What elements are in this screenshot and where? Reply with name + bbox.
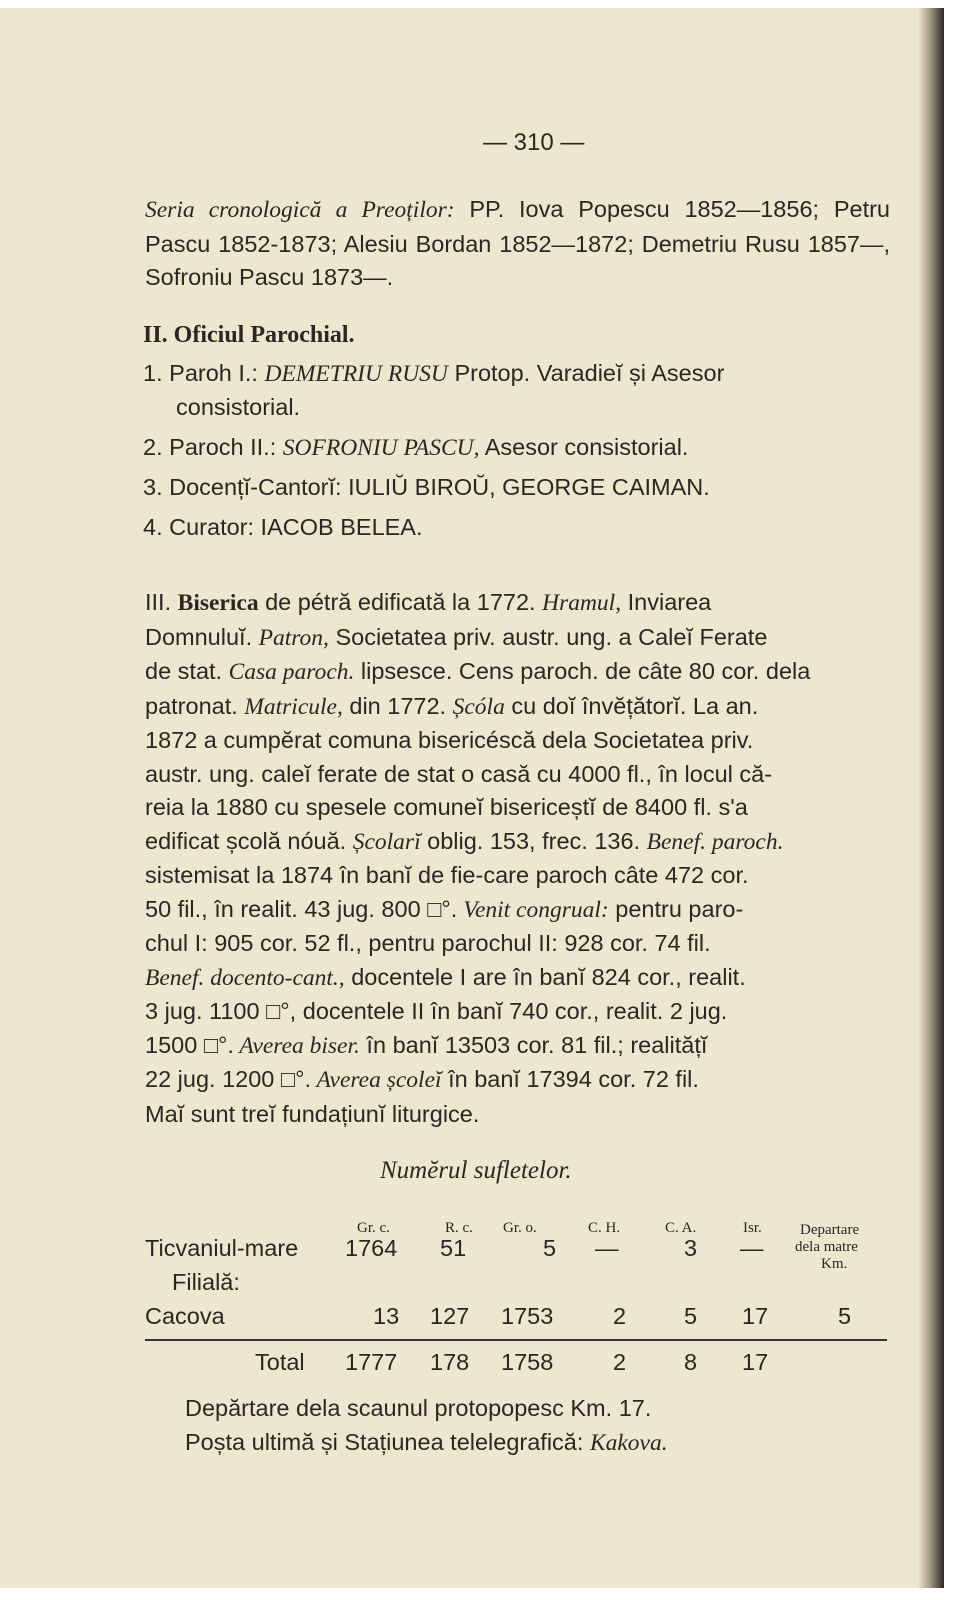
text-run: 22 jug. 1200	[145, 1066, 281, 1092]
item-role: Paroh I.:	[169, 359, 258, 386]
italic-run: Averea școleĭ	[311, 1067, 442, 1093]
cell: —	[595, 1235, 619, 1261]
section-2-item-1-cont: consistorial.	[176, 394, 301, 420]
text-run: de pétră edificată la 1772.	[265, 589, 543, 615]
text-run: lipsesce. Cens paroch. de câte 80 cor. dela	[354, 658, 811, 684]
square-unit: □°.	[280, 1066, 312, 1092]
italic-run: Venit congrual:	[457, 896, 609, 923]
cell: 13	[373, 1303, 400, 1329]
text-run: de stat.	[145, 658, 229, 684]
item-role: Paroch II.:	[169, 433, 277, 460]
cell: 51	[440, 1235, 467, 1261]
section-3-line-2	[145, 621, 890, 656]
text-run: 1500	[145, 1031, 204, 1058]
text-run: Domnuluĭ.	[145, 623, 259, 650]
section-3-line-11: chul I: 905 cor. 52 fl., pentru parochul II: 928 cor. 74 fil.	[145, 930, 711, 956]
italic-run: Matricule,	[244, 693, 343, 720]
table-title: Numĕrul sufletelor.	[380, 1157, 572, 1184]
total-label: Total	[255, 1349, 305, 1375]
italic-run: Patron,	[258, 624, 329, 651]
square-unit: □°.	[427, 895, 458, 922]
text-run: în banĭ 17394 cor. 72 fil.	[441, 1066, 699, 1092]
section-2-item-4	[143, 511, 888, 545]
section-3-line-7: reia la 1880 cu spesele comuneĭ bisericeștĭ de 8400 fl. s'a	[145, 794, 748, 820]
item-number: 3.	[143, 474, 163, 500]
table-rule	[145, 1339, 887, 1341]
text-run: din 1772.	[342, 692, 453, 719]
item-rest: Protop. Varadieĭ și Asesor	[454, 359, 725, 386]
section-3-line-14	[145, 1029, 890, 1064]
total-cell: 1777	[345, 1349, 398, 1375]
distance-line: Depărtare dela scaunul protopopesc Km. 17.	[185, 1395, 652, 1421]
text-run: 3 jug. 1100	[145, 998, 267, 1024]
book-page	[0, 8, 944, 1588]
post-line	[185, 1426, 668, 1461]
cell: 1753	[501, 1303, 554, 1329]
section-2-item-3	[143, 471, 888, 505]
item-number: 4.	[143, 513, 163, 540]
section-3-line-12	[145, 961, 890, 996]
text-run: edificat școlă nóuă.	[145, 827, 353, 854]
header-gr-c: Gr. c.	[357, 1220, 390, 1236]
italic-run: Hramul,	[542, 590, 622, 616]
cell: —	[740, 1235, 764, 1261]
post-label: Poșta ultimă și Stațiunea telelegrafică:	[185, 1429, 584, 1455]
section-3-line-10	[145, 893, 890, 928]
text-run: pentru paro-	[608, 895, 744, 922]
header-c-a: C. A.	[665, 1220, 697, 1236]
section-3-line-6: austr. ung. caleĭ ferate de stat o casă cu 4000 fl., în locul că-	[145, 760, 773, 787]
section-3-line-3	[145, 655, 890, 690]
item-text: Docențĭ-Cantorĭ: IULIŬ BIROŬ, GEORGE CAIMAN.	[169, 474, 710, 500]
section-3-line-13	[145, 995, 890, 1029]
section-3-head: III.	[145, 589, 172, 615]
italic-run: Școlarĭ	[352, 828, 421, 855]
section-2	[143, 319, 888, 544]
square-unit: □°.	[203, 1031, 234, 1058]
cell: 5	[684, 1303, 698, 1329]
total-cell: 8	[684, 1349, 698, 1375]
text-run: oblig. 153, frec. 136.	[420, 827, 647, 854]
total-cell: 2	[613, 1349, 627, 1375]
page-number: — 310 —	[483, 129, 585, 156]
series-label: Seria cronologică a Preoților:	[145, 197, 455, 223]
italic-run: Averea biser.	[233, 1032, 360, 1059]
section-2-item-2	[143, 431, 888, 466]
header-km: Km.	[821, 1256, 848, 1272]
cell: 3	[684, 1235, 698, 1261]
total-cell: 17	[742, 1349, 769, 1375]
item-number: 2.	[143, 433, 163, 460]
section-3-line-9: sistemisat la 1874 în banĭ de fie-care paroch câte 472 cor.	[145, 862, 749, 888]
total-cell: 1758	[501, 1349, 554, 1375]
text-run: 50 fil., în realit. 43 jug. 800	[145, 895, 428, 922]
cell: 5	[543, 1235, 557, 1261]
section-3	[145, 586, 890, 1131]
cell: 1764	[345, 1235, 398, 1261]
item-rest: Asesor consistorial.	[484, 433, 689, 460]
item-name: SOFRONIU PASCU,	[282, 434, 480, 461]
square-unit: □°,	[266, 998, 297, 1024]
header-gr-o: Gr. o.	[503, 1220, 537, 1236]
header-dela-matre: dela matre	[795, 1239, 858, 1255]
item-name: DEMETRIU RUSU	[264, 360, 448, 387]
header-isr: Isr.	[743, 1220, 762, 1236]
section-3-line-15	[145, 1063, 890, 1098]
cell: 127	[430, 1303, 470, 1329]
italic-run: Șcóla	[452, 693, 505, 720]
text-run: Societatea priv. austr. ung. a Caleĭ Ferate	[328, 623, 768, 650]
cell: 5	[838, 1303, 852, 1329]
cell: 17	[742, 1303, 769, 1329]
italic-run: Benef. paroch.	[646, 828, 784, 855]
section-2-item-1	[143, 357, 888, 392]
text-run: Inviarea	[621, 589, 712, 615]
section-2-title: II. Oficiul Parochial.	[143, 322, 355, 348]
book-spine-shadow	[918, 8, 944, 1588]
text-run: docentele I are în banĭ 824 cor., realit.	[344, 963, 746, 990]
section-3-line-5: 1872 a cumpĕrat comuna bisericéscă dela Societatea priv.	[145, 727, 754, 753]
header-departare: Departare	[800, 1222, 860, 1238]
text-run: în banĭ 13503 cor. 81 fil.; realitățĭ	[359, 1031, 708, 1058]
cell: 2	[613, 1303, 627, 1329]
section-3-line-4	[145, 690, 890, 725]
header-r-c: R. c.	[445, 1220, 473, 1236]
item-text: Curator: IACOB BELEA.	[169, 513, 423, 540]
text-run: cu doĭ învĕțătorĭ. La an.	[504, 692, 759, 719]
post-place: Kakova.	[589, 1430, 668, 1456]
section-3-title: Biserica	[177, 590, 259, 616]
italic-run: Casa paroch.	[228, 659, 355, 685]
series-paragraph	[145, 193, 890, 295]
text-run: patronat.	[145, 692, 245, 719]
italic-run: Benef. docento-cant.,	[145, 964, 345, 991]
item-number: 1.	[143, 359, 163, 386]
row-name: Cacova	[145, 1303, 225, 1329]
header-c-h: C. H.	[588, 1220, 621, 1236]
section-3-line-16: Maĭ sunt treĭ fundațiunĭ liturgice.	[145, 1100, 480, 1127]
row-name: Ticvaniul-mare	[145, 1235, 299, 1261]
total-cell: 178	[430, 1349, 470, 1375]
section-3-line-8	[145, 825, 890, 860]
text-run: docentele II în banĭ 740 cor., realit. 2 jug.	[296, 998, 728, 1024]
section-3-line-1	[145, 586, 890, 621]
row-name: Filială:	[172, 1269, 240, 1295]
series-text: PP. Iova Popescu 1852—1856; Petru Pascu 1852-1873; Alesiu Bordan 1852—1872; Demetriu Rusu 1857—, Sofroniu Pascu 1873—.	[145, 196, 891, 290]
